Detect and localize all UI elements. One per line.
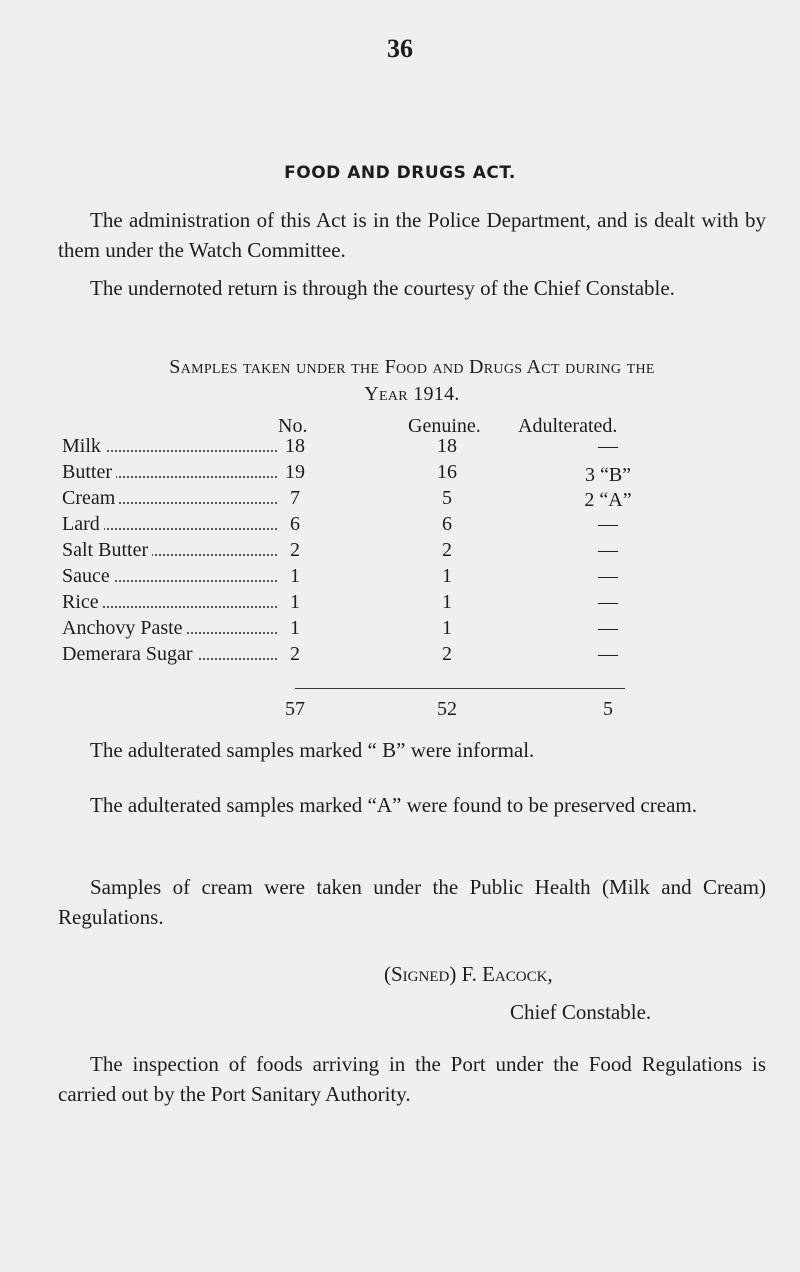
row-no: 2 (290, 539, 300, 561)
row-genuine: 6 (442, 513, 452, 535)
row-genuine: 2 (442, 539, 452, 561)
row-adulterated: — (598, 643, 618, 665)
totals-rule (295, 688, 625, 689)
row-adulterated: — (598, 435, 618, 457)
row-no: 19 (285, 461, 305, 483)
table-caption-line1: Samples taken under the Food and Drugs Act during the (169, 356, 655, 378)
page-number: 36 (387, 34, 413, 63)
row-adulterated: 2 “A” (584, 489, 632, 511)
signature-name (384, 962, 553, 987)
row-no: 6 (290, 513, 300, 535)
page-heading: FOOD AND DRUGS ACT. (284, 163, 516, 183)
closing-paragraph (58, 1049, 766, 1109)
row-genuine: 1 (442, 565, 452, 587)
row-item: Salt Butter (62, 539, 152, 561)
row-item: Sauce (62, 565, 114, 587)
note-a-paragraph (58, 790, 766, 820)
note-b-paragraph (58, 735, 766, 765)
row-adulterated: — (598, 565, 618, 587)
header-no: No. (278, 415, 308, 437)
row-item: Milk (62, 435, 105, 457)
row-adulterated: — (598, 617, 618, 639)
row-no: 7 (290, 487, 300, 509)
header-genuine: Genuine. (408, 415, 481, 437)
row-item: Anchovy Paste (62, 617, 187, 639)
row-adulterated: — (598, 513, 618, 535)
note-cream-paragraph (58, 872, 766, 932)
note-b-text: The adulterated samples marked “ B” were informal. (90, 738, 535, 762)
row-genuine: 1 (442, 591, 452, 613)
row-genuine: 2 (442, 643, 452, 665)
row-item: Rice (62, 591, 103, 613)
signature-line1: (Signed) F. Eacock, (384, 962, 553, 986)
header-adulterated: Adulterated. (518, 415, 618, 437)
signature-title: Chief Constable. (510, 1000, 652, 1024)
intro-text: The administration of this Act is in the Police Department, and is dealt with by them under the Watch Committee. (58, 208, 766, 262)
note-a-text: The adulterated samples marked “A” were found to be preserved cream. (90, 793, 697, 817)
total-adulterated: 5 (603, 698, 613, 720)
table-caption (58, 354, 766, 408)
row-no: 1 (290, 591, 300, 613)
note-cream-text: Samples of cream were taken under the Public Health (Milk and Cream) Regulations. (58, 875, 766, 929)
row-item: Lard (62, 513, 104, 535)
row-genuine: 18 (437, 435, 457, 457)
courtesy-paragraph (58, 273, 766, 303)
row-item: Demerara Sugar (62, 643, 197, 665)
row-genuine: 1 (442, 617, 452, 639)
total-genuine: 52 (437, 698, 457, 720)
row-no: 2 (290, 643, 300, 665)
row-item: Cream (62, 487, 119, 509)
row-adulterated: 3 “B” (584, 464, 632, 486)
intro-paragraph (58, 205, 766, 265)
table-caption-line2: Year 1914. (364, 383, 460, 405)
row-genuine: 5 (442, 487, 452, 509)
closing-text: The inspection of foods arriving in the Port under the Food Regulations is carried out by the Port Sanitary Authority. (58, 1052, 766, 1106)
row-item: Butter (62, 461, 116, 483)
row-no: 18 (285, 435, 305, 457)
row-adulterated: — (598, 539, 618, 561)
row-no: 1 (290, 617, 300, 639)
row-no: 1 (290, 565, 300, 587)
row-adulterated: — (598, 591, 618, 613)
courtesy-text: The undernoted return is through the courtesy of the Chief Constable. (90, 276, 675, 300)
row-genuine: 16 (437, 461, 457, 483)
total-no: 57 (285, 698, 305, 720)
